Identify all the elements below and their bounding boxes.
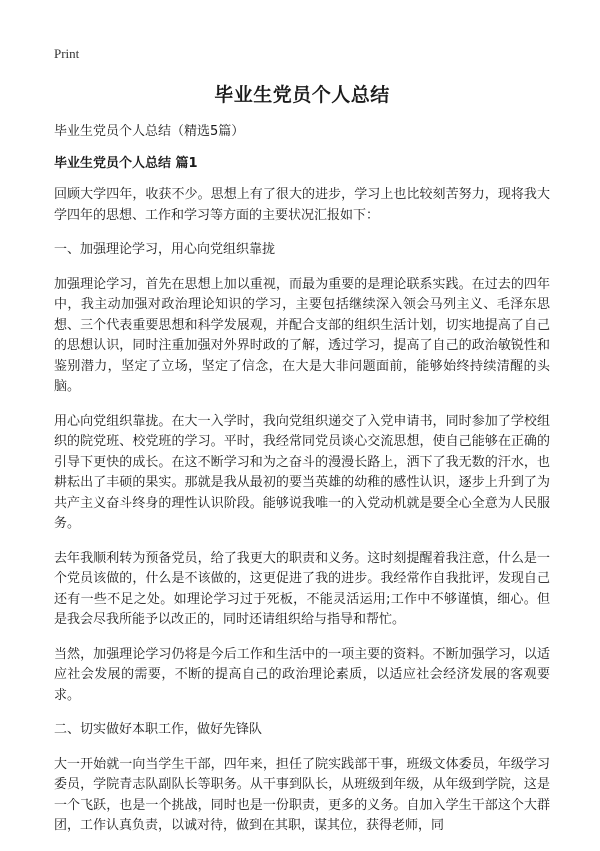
section-heading-1: 一、加强理论学习，用心向党组织靠拢 [54, 242, 276, 257]
section1-paragraph: 去年我顺利转为预备党员，给了我更大的职责和义务。这时刻提醒着我注意，什么是一个党员该做的，什么是不该做的，这更促进了我的进步。我经常作自我批评，发现自己还有一些不足之处。如理论学习过于死板，不能灵活运用;工作中不够谨慎，细心。但是我会尽我所能予以改正的，同时还请组织给与指导和帮忙。 [54, 550, 550, 627]
section1-paragraph: 用心向党组织靠拢。在大一入学时，我向党组织递交了入党申请书，同时参加了学校组织的院党班、校党班的学习。平时，我经常同党员谈心交流思想，使自己能够在正确的引导下更快的成长。在这不断学习和为之奋斗的漫漫长路上，洒下了我无数的汗水，也耕耘出了丰硕的果实。那就是我从最初的要当英雄的幼稚的感性认识，逐步上升到了为共产主义奋斗终身的理性认识阶段。能够说我唯一的入党动机就是要全心全意为人民服务。 [54, 413, 550, 531]
section2-paragraph: 大一开始就一向当学生干部，四年来，担任了院实践部干事，班级文体委员，年级学习委员，学院青志队副队长等职务。从干事到队长，从班级到年级，从年级到学院，这是一个飞跃，也是一个挑战，同时也是一份职责，更多的义务。自加入学生干部这个大群团，工作认真负责，以诚对待，做到在其职，谋其位，获得老师，同 [54, 756, 550, 833]
article-heading: 毕业生党员个人总结 篇1 [54, 156, 198, 171]
document-subtitle: 毕业生党员个人总结（精选5篇） [54, 124, 245, 139]
section1-paragraph: 加强理论学习，首先在思想上加以重视，而最为重要的是理论联系实践。在过去的四年中，我主动加强对政治理论知识的学习，主要包括继续深入领会马列主义、毛泽东思想、三个代表重要思想和科学发展观，并配合支部的组织生活计划，切实地提高了自己的思想认识，同时注重加强对外界时政的了解，透过学习，提高了自己的政治敏锐性和鉴别潜力，坚定了立场，坚定了信念，在大是大非问题面前，能够始终持续清醒的头脑。 [54, 276, 550, 394]
section1-paragraph: 当然，加强理论学习仍将是今后工作和生活中的一项主要的资料。不断加强学习，以适应社会发展的需要，不断的提高自己的政治理论素质，以适应社会经济发展的客观要求。 [54, 646, 550, 703]
document-title: 毕业生党员个人总结 [214, 84, 390, 106]
print-link[interactable]: Print [54, 46, 80, 61]
section-heading-2: 二、切实做好本职工作，做好先锋队 [54, 722, 263, 737]
document-body [54, 82, 550, 851]
intro-paragraph: 回顾大学四年，收获不少。思想上有了很大的进步，学习上也比较刻苦努力，现将我大学四年的思想、工作和学习等方面的主要状况汇报如下： [54, 187, 550, 223]
